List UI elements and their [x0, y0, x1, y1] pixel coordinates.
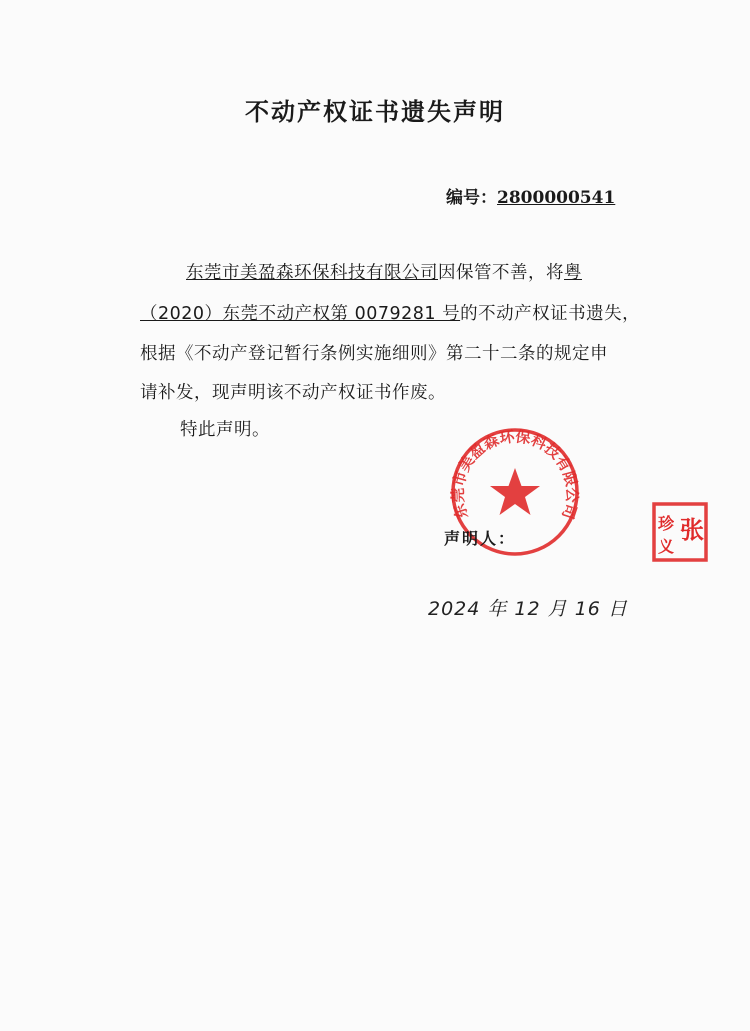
body-line-2-rest: 的不动产权证书遗失，: [460, 304, 641, 324]
body-line-1: [186, 259, 582, 284]
cert-no-label: 编号：: [446, 188, 497, 208]
province-abbr: 粤: [564, 263, 582, 283]
body-line-2: [140, 300, 640, 325]
seal-star-icon: [490, 468, 540, 515]
declarant-label: 声明人：: [444, 529, 517, 548]
company-seal-text: 东莞市美盈森环保科技有限公司: [448, 427, 582, 522]
body-line-3: 根据《不动产登记暂行条例实施细则》第二十二条的规定申: [140, 344, 608, 364]
personal-seal-char-2: 张: [680, 516, 704, 544]
document-title: 不动产权证书遗失声明: [245, 98, 505, 126]
certificate-reference: （2020）东莞不动产权第 0079281 号: [140, 304, 461, 324]
personal-seal-char-3: 义: [657, 537, 675, 556]
handwritten-date: 2024 年 12 月 16 日: [428, 598, 628, 620]
body-line-5: 特此声明。: [180, 420, 270, 440]
body-line-4: 请补发，现声明该不动产权证书作废。: [140, 383, 446, 403]
cert-no-value: 2800000541: [497, 188, 616, 208]
personal-seal-char-1: 珍: [657, 514, 675, 533]
personal-seal: [652, 502, 708, 562]
company-name: 东莞市美盈森环保科技有限公司: [186, 263, 438, 283]
body-line-1-rest: 因保管不善，将: [438, 263, 564, 283]
certificate-number: [446, 183, 615, 208]
